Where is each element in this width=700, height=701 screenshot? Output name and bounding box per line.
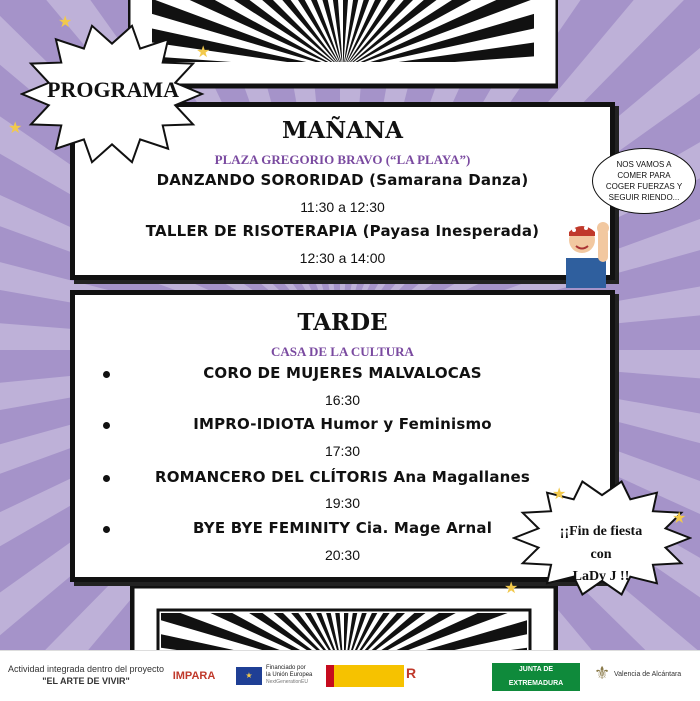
eu-logo-line-3: NextGenerationEU <box>266 679 308 685</box>
star-icon: ★ <box>552 484 567 503</box>
eu-logo-line-1: Financiado por <box>266 665 306 671</box>
morning-act-1: DANZANDO SORORIDAD (Samarana Danza) <box>156 171 529 189</box>
imparable-logo-text: IMPARA <box>172 670 216 682</box>
recovery-plan-logo <box>406 665 476 687</box>
eu-logo <box>236 665 326 689</box>
afternoon-time-4: 20:30 <box>324 547 361 563</box>
star-icon: ★ <box>196 42 211 61</box>
afternoon-act-2: IMPRO-IDIOTA Humor y Feminismo <box>193 415 492 433</box>
spain-government-logo <box>326 665 404 687</box>
eu-flag-icon: ★ <box>236 667 262 685</box>
morning-title: MAÑANA <box>281 117 404 144</box>
morning-act-2: TALLER DE RISOTERAPIA (Payasa Inesperada) <box>145 222 540 240</box>
footer-caption-line-1: Actividad integrada dentro del proyecto <box>7 664 165 674</box>
junta-logo-text: JUNTA DE EXTREMADURA <box>492 663 580 691</box>
footer-caption <box>6 663 166 687</box>
afternoon-time-3: 19:30 <box>324 495 361 511</box>
star-icon: ★ <box>672 508 687 527</box>
afternoon-time-1: 16:30 <box>324 392 361 408</box>
valencia-crest-icon: ⚜ <box>594 663 611 683</box>
fiesta-line-2: con <box>590 547 612 562</box>
star-icon: ★ <box>8 118 23 137</box>
afternoon-act-4: BYE BYE FEMINITY Cia. Mage Arnal <box>192 519 493 537</box>
eu-logo-line-2: la Unión Europea <box>266 672 313 678</box>
star-icon: ★ <box>58 12 73 31</box>
recovery-plan-icon: R <box>406 665 417 681</box>
speech-bubble-text: NOS VAMOS A COMER PARA COGER FUERZAS Y SEGUIR RIENDO... <box>605 160 683 202</box>
speech-bubble <box>592 148 696 214</box>
afternoon-time-2: 17:30 <box>324 443 361 459</box>
bottom-comic-panel <box>130 584 558 654</box>
junta-extremadura-logo <box>492 663 580 689</box>
valencia-logo-text: Valencia de Alcántara <box>614 671 682 678</box>
valencia-alcantara-logo <box>594 663 694 691</box>
afternoon-act-1: CORO DE MUJERES MALVALOCAS <box>203 364 482 382</box>
morning-time-2: 12:30 a 14:00 <box>299 250 386 266</box>
afternoon-title: TARDE <box>297 309 388 336</box>
afternoon-venue: CASA DE LA CULTURA <box>271 344 414 359</box>
programa-label: PROGRAMA <box>47 77 179 102</box>
morning-venue: PLAZA GREGORIO BRAVO (“LA PLAYA”) <box>214 152 471 167</box>
imparable-logo <box>168 661 220 691</box>
fiesta-line-1: ¡¡Fin de fiesta <box>559 524 643 539</box>
morning-time-1: 11:30 a 12:30 <box>300 199 385 215</box>
footer <box>0 650 700 701</box>
star-icon: ★ <box>504 578 519 597</box>
footer-caption-line-2: "EL ARTE DE VIVIR" <box>42 676 130 686</box>
fiesta-line-3: LaDy J !! <box>572 569 630 584</box>
rosie-riveter-illustration <box>560 218 612 288</box>
afternoon-act-3: ROMANCERO DEL CLÍTORIS Ana Magallanes <box>154 468 531 486</box>
